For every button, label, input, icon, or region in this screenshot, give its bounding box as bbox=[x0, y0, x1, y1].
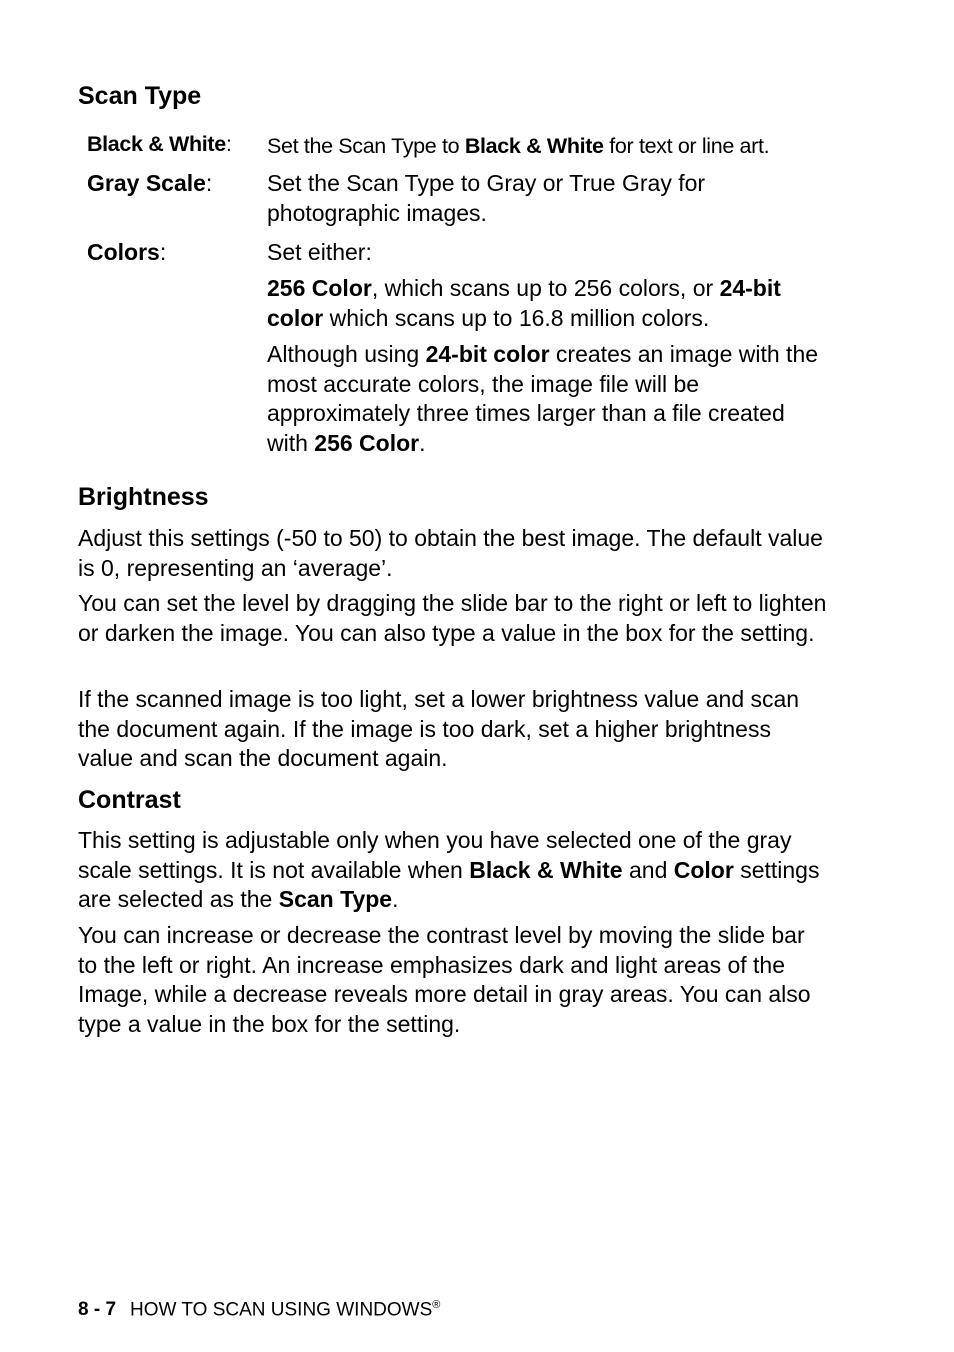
term-gray-scale: Gray Scale: bbox=[87, 170, 213, 196]
def-black-white: Set the Scan Type to Black & White for text or line art. bbox=[267, 134, 770, 158]
brightness-p1: Adjust this settings (-50 to 50) to obtain the best image. The default value is 0, representing an ‘average’. bbox=[78, 525, 823, 581]
term-colors: Colors: bbox=[87, 239, 167, 265]
def-colors-intro: Set either: bbox=[267, 239, 372, 265]
contrast-p1: This setting is adjustable only when you have selected one of the gray scale settings. It is not available when Black & White and Color settings are selected as the Scan Type. bbox=[78, 827, 820, 912]
registered-mark: ® bbox=[432, 1299, 441, 1311]
brightness-heading: Brightness bbox=[78, 483, 209, 511]
def-colors-p1: 256 Color, which scans up to 256 colors, or 24-bit color which scans up to 16.8 million colors. bbox=[267, 275, 781, 331]
scan-type-heading: Scan Type bbox=[78, 82, 202, 110]
chapter-title: HOW TO SCAN USING WINDOWS bbox=[130, 1299, 433, 1321]
brightness-p3: If the scanned image is too light, set a lower brightness value and scan the document again. If the image is too dark, set a higher brightness value and scan the document again. bbox=[78, 686, 800, 771]
term-black-white: Black & White: bbox=[87, 132, 232, 156]
def-gray-scale: Set the Scan Type to Gray or True Gray for photographic images. bbox=[267, 170, 706, 226]
contrast-p2: You can increase or decrease the contrast level by moving the slide bar to the left or right. An increase emphasizes dark and light areas of the Image, while a decrease reveals more detail in gray areas. You can also type a value in the box for the setting. bbox=[78, 922, 811, 1037]
def-colors-p2: Although using 24-bit color creates an image with the most accurate colors, the image file will be approximately three times larger than a file created with 256 Color. bbox=[267, 341, 819, 456]
page-footer bbox=[78, 1299, 440, 1321]
page-number: 8 - 7 bbox=[78, 1299, 117, 1321]
brightness-p2: You can set the level by dragging the slide bar to the right or left to lighten or darken the image. You can also type a value in the box for the setting. bbox=[78, 590, 827, 646]
contrast-heading: Contrast bbox=[78, 786, 181, 814]
